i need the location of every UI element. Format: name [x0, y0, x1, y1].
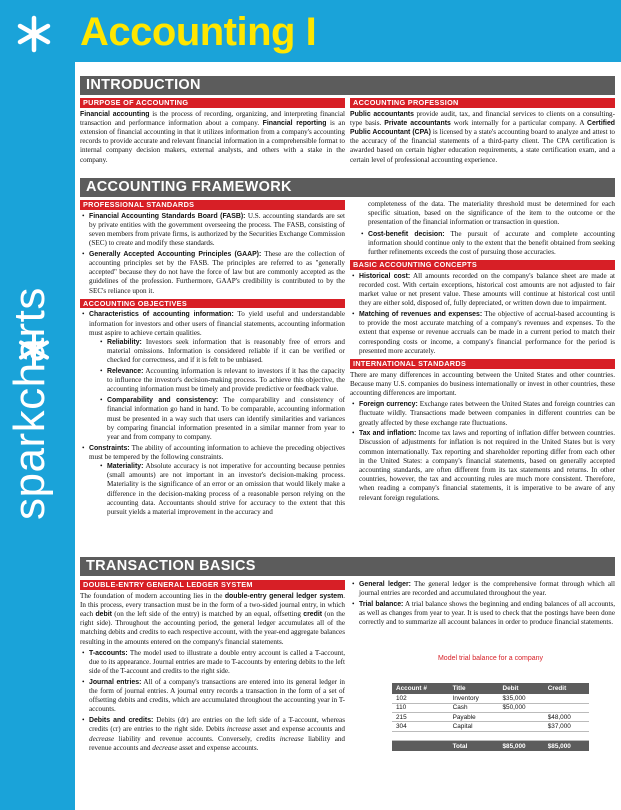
list-item: • Reliability: Investors seek information that is reasonably free of errors and material omissions. Information is considered reliable if it can be verified or checked for correctness, and if it is felt to be unbiased.: [98, 338, 345, 366]
table-cell: Capital: [449, 722, 499, 731]
table-cell: 215: [392, 713, 449, 722]
materiality-continued: completeness of the data. The materiality threshold must be determined for each specific situation, based on the significance of the item to the outcome or the presentation of the financial information or transaction in question.: [368, 200, 615, 227]
table-row: [392, 713, 589, 722]
trial-table: [392, 683, 589, 751]
table-cell: Inventory: [449, 694, 499, 703]
table-row: [392, 703, 589, 712]
list-item: • Matching of revenues and expenses: The objective of accrual-based accounting is to provide the most accurate matching of a company's revenues and expenses. To the extent that expense or revenue accruals can be made in a current period to match their corresponding costs or income, a company's financial performance for the period is presented more accurately.: [350, 310, 615, 356]
header-credit: Credit: [547, 685, 567, 692]
list-item: • Foreign currency: Exchange rates between the United States and foreign countries can fluctuate wildly. Transactions made between companies in different countries can be greatly affected by these exchange rate fluctuations.: [350, 400, 615, 428]
table-cell: $48,000: [544, 713, 589, 722]
table-cell: [498, 722, 543, 731]
table-cell: 304: [392, 722, 449, 731]
ledger-right: [350, 580, 615, 629]
table-cell: [392, 731, 449, 740]
list-item: • Constraints: The ability of accounting information to achieve the preceding objectives must be tempered by the following constraints. • Materiality: Absolute accuracy is not imperative for accounting because pennies (small amounts) are not important in an investor's decision-making process. Materiality is the significance of an error or an omission that would likely make a difference in the decision-making process of a reasonable person relying on the accounting data. Accountants should strive for accuracy to the extent that this pursuit yields a material improvement in the accuracy and: [80, 444, 345, 518]
ledger-left: [80, 580, 345, 754]
list-item: • T-accounts: The model used to illustrate a double entry account is called a T-account, due to its appearance. Journal entries are made to T-accounts by entering debits to the left side of the T-account and credits to the right side.: [80, 649, 345, 677]
list-item: • Financial Accounting Standards Board (FASB): U.S. accounting standards are set by private entities with the government overseeing the process. The FASB, consisting of seven members from private firms, is authorized by the Securities Exchange Commission (SEC) to create and modify these standards.: [80, 212, 345, 249]
table-cell: [544, 703, 589, 712]
list-item: • Materiality: Absolute accuracy is not imperative for accounting because pennies (small amounts) are not important in an investor's decision-making process. Materiality is the significance of an error or an omission that would likely make a difference in the decision-making process of a reasonable person relying on the accounting data. Accountants should strive for accuracy to the extent that this pursuit yields a material improvement in the accuracy and: [98, 462, 345, 517]
header-debit: Debit: [502, 685, 519, 692]
list-item: • Generally Accepted Accounting Principles (GAAP): These are the collection of accounting principles set by the FASB. The principles are referred to as "generally accepted" because they do not have the force of law but are commonly accepted as the guidelines of the profession. Furthermore, GAAP's credibility is contributed to by the SEC's reliance upon it.: [80, 250, 345, 296]
table-cell: $50,000: [498, 703, 543, 712]
profession-block: [350, 98, 615, 167]
section-introduction: INTRODUCTION: [80, 76, 615, 95]
table-cell: 110: [392, 703, 449, 712]
total-row: Total $85,000 $85,000: [392, 740, 589, 751]
table-cell: $37,000: [544, 722, 589, 731]
intl-heading: INTERNATIONAL STANDARDS: [350, 359, 615, 369]
intl-text: There are many differences in accounting between the United States and other countries. Because many U.S. companies do business internationally or invest in other countries, these accounting differences are important.: [350, 370, 615, 397]
table-cell: [498, 731, 543, 740]
table-cell: Cash: [449, 703, 499, 712]
profession-text: Public accountants provide audit, tax, and financial services to clients on a consulting-type basis. Private accountants work internally for a particular company. A Certified Public Accountant (CPA) is licensed by a state's accounting board to analyze and attest to the accuracy of the financial statements of a third-party client. The CPA certification is awarded based on certain higher education requirements, a state certification exam, and a certain level of professional accounting experience.: [350, 109, 615, 164]
list-item: • Tax and inflation: Income tax laws and reporting of inflation differ between countries. Discussion of adjustments for inflation is not required in the United States but is very common internationally. Tax reporting and shareholder reporting differ from each other in the United States: a company's financial statements, based on generally accepted accounting standards, are often different from its tax statements and returns. In other countries, however, the tax and accounting rules are much more consistent. Therefore, when reading a company's financial statements, it is imperative to be aware of any relevant foreign regulations.: [350, 429, 615, 503]
list-item: • Journal entries: All of a company's transactions are entered into its general ledger in the form of journal entries. A journal entry records a transaction in the form of a set of offsetting debits and credits, which are accumulated throughout the accounting year in T-accounts.: [80, 678, 345, 715]
ledger-text: The foundation of modern accounting lies in the double-entry general ledger system. In this process, every transaction must be in the form of a two-sided journal entry, in which each debit (on the left side of the entry) is matched by an equal, offsetting credit (on the right side). Throughout the accounting period, the general ledger accumulates all of the matching debits and credits to each respective account, with the year-end aggregate balances resulting in the amounts entered on the company's financial statements.: [80, 591, 346, 646]
list-item: • Historical cost: All amounts recorded on the company's balance sheet are made at recorded cost. With certain exceptions, historical cost amounts are not adjusted to fair market value or net present value. These amounts will continue at historical cost until they are either sold, disposed of, fully depreciated, or written down due to impairment.: [350, 272, 615, 309]
page-title: Accounting I: [80, 10, 317, 54]
profession-heading: ACCOUNTING PROFESSION: [350, 98, 615, 108]
trial-balance: [392, 655, 589, 751]
header-account: Account #: [396, 685, 427, 692]
concepts-heading: BASIC ACCOUNTING CONCEPTS: [350, 260, 615, 270]
section-transaction: TRANSACTION BASICS: [80, 557, 615, 576]
table-cell: [544, 731, 589, 740]
brand-wordmark: [8, 100, 24, 520]
list-item: • Characteristics of accounting information: To yield useful and understandable information for investors and other users of financial statements, accounting information must aspire to achieve certain qualities. • Reliability: Investors seek information that is reasonably free of errors and material omissions. Information is considered reliable if it can be verified or checked for correctness, and if it is felt to be unbiased. • Relevance: Accounting information is relevant to investors if it has the capacity to influence the investor's decision-making process. To achieve this objective, the accounting information must be timely and provide predictive or feedback value. • Comparability and consistency: The comparability and consistency of financial information go hand in hand. To be comparable, accounting information must be presented in a way such that users can identify similarities and variances by comparing financial information presented in a similar manner from year to year and from company to company.: [80, 310, 345, 442]
standards-heading: PROFESSIONAL STANDARDS: [80, 200, 345, 210]
purpose-text: Financial accounting is the process of recording, organizing, and interpreting financial transaction and performance information about a company. Financial reporting is an extension of financial accounting in that it utilizes information from a company's accounting records to provide accurate and relevant financial information in a comprehensible format to internal company decision makers, external analysts, and others with a stake in the company.: [80, 109, 346, 164]
list-item: • Cost-benefit decision: The pursuit of accurate and complete accounting information should continue only to the extent that the benefit obtained from seeking further refinements exceeds the cost of pursuing those accuracies.: [359, 230, 615, 258]
brand-asterisk-icon: [14, 330, 54, 370]
ledger-heading: DOUBLE-ENTRY GENERAL LEDGER SYSTEM: [80, 580, 345, 590]
section-framework: ACCOUNTING FRAMEWORK: [80, 178, 615, 197]
framework-right: [350, 200, 615, 504]
table-cell: [449, 731, 499, 740]
framework-left: [80, 200, 345, 519]
list-item: • Comparability and consistency: The comparability and consistency of financial information go hand in hand. To be comparable, accounting information must be presented in a way such that users can identify similarities and variances by comparing financial information presented in a similar manner from year to year and from company to company.: [98, 396, 345, 442]
table-cell: 102: [392, 694, 449, 703]
table-cell: $35,000: [498, 694, 543, 703]
list-item: • Debits and credits: Debits (dr) are entries on the left side of a T-account, whereas credits (cr) are entries to the right side. Debits increase asset and expense accounts and decrease liability and revenue accounts. Conversely, credits increase liability and revenue accounts and decrease asset and expense accounts.: [80, 716, 345, 753]
asterisk-logo-icon: [14, 14, 54, 54]
list-item: • Trial balance: A trial balance shows the beginning and ending balances of all accounts, as well as changes from year to year. It is used to check that the postings have been done correctly and to summarize all account balances in order to produce financial statements.: [350, 600, 615, 628]
table-cell: Payable: [449, 713, 499, 722]
table-cell: [498, 713, 543, 722]
table-row: [392, 722, 589, 731]
header-title: Title: [452, 685, 466, 692]
trial-caption: Model trial balance for a company: [437, 655, 544, 662]
list-item: • General ledger: The general ledger is the comprehensive format through which all journal entries are recorded and accumulated throughout the year.: [350, 580, 615, 598]
list-item: • Relevance: Accounting information is relevant to investors if it has the capacity to influence the investor's decision-making process. To achieve this objective, the accounting information must be timely and provide predictive or feedback value.: [98, 367, 345, 395]
objectives-heading: ACCOUNTING OBJECTIVES: [80, 299, 345, 309]
purpose-block: [80, 98, 345, 167]
table-row: [392, 694, 589, 703]
table-cell: [544, 694, 589, 703]
table-row: [392, 731, 589, 740]
purpose-heading: PURPOSE OF ACCOUNTING: [80, 98, 345, 108]
